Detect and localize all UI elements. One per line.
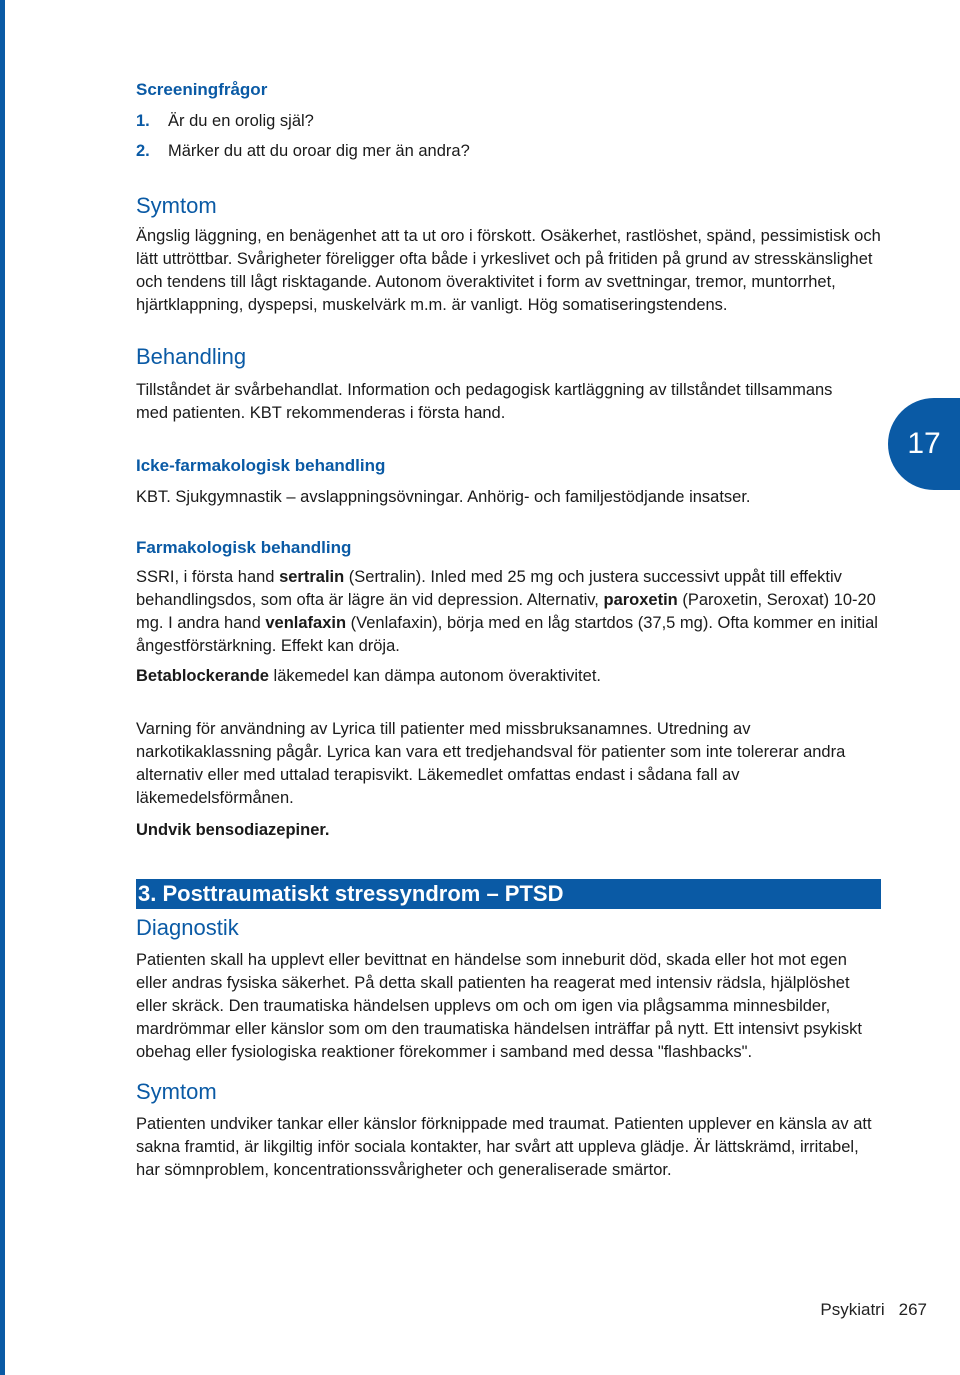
icke-farmakologisk-heading: Icke-farmakologisk behandling [136, 456, 386, 475]
drug-class: Betablockerande [136, 667, 269, 685]
symtom-paragraph: Ängslig läggning, en benägenhet att ta ut oro i förskott. Osäkerhet, rastlöshet, spänd, pessimistisk och lätt uttröttbar. Svårigheter föreligger ofta både i yrkeslivet och på fritiden på grund av stresskänslighet och tendens till lågt risktagande. Autonom överaktivitet i form av svettningar, tremor, muntorrhet, hjärtklappning, dyspepsi, muskelvärk m.m. är vanligt. Hög somatiseringstendens. [136, 227, 881, 314]
list-number: 2. [136, 142, 150, 160]
lyrica-warning-paragraph: Varning för användning av Lyrica till patienter med missbruksanamnes. Utredning av narkotikaklassning pågår. Lyrica kan vara ett tredjehandsval för patienter som inte tolererar andra alternativ eller med uttalad terapisvikt. Läkemedlet omfattas endast i sådana fall av läkemedelsförmånen. [136, 720, 846, 807]
diagnostik-paragraph: Patienten skall ha upplevt eller bevittnat en händelse som inneburit död, skada eller hot mot egen eller andras fysiska säkerhet. På detta skall patienten ha reagerat med intensiv rädsla, hjälplöshet eller skräck. Den traumatiska händelsen upplevs om och om igen via plågsamma minnesbilder, mardrömmar eller känslor som om den traumatiska händelsen inträffar på nytt. Ett intensivt psykiskt obehag eller fysiologiska reaktioner förekommer i samband med dessa "flashbacks". [136, 951, 862, 1061]
farmakologisk-heading: Farmakologisk behandling [136, 538, 352, 557]
farmakologisk-paragraph: SSRI, i första hand sertralin (Sertralin). Inled med 25 mg och justera successivt uppåt till effektiv behandlingsdos, som ofta är lägre än vid depression. Alternativ, paroxetin (Paroxetin, Seroxat) 10-20 mg. I andra hand venlafaxin (Venlafaxin), börja med en låg startdos (37,5 mg). Ofta kommer en initial ångestförstärkning. Effekt kan dröja. [136, 568, 878, 655]
diagnostik-heading: Diagnostik [136, 915, 239, 940]
symtom-ptsd-paragraph: Patienten undviker tankar eller känslor förknippade med traumat. Patienten upplever en känsla av att sakna framtid, är likgiltig inför sociala kontakter, har svårt att uppleva glädje. Är lättskrämd, irritabel, har sömnproblem, koncentrationssvårigheter och generaliserade smärtor. [136, 1115, 872, 1179]
drug-name: venlafaxin [265, 614, 347, 632]
drug-name: sertralin [279, 568, 345, 586]
list-text: Märker du att du oroar dig mer än andra? [168, 142, 470, 160]
list-number: 1. [136, 112, 150, 130]
drug-name: paroxetin [603, 591, 678, 609]
list-item [136, 106, 881, 136]
behandling-paragraph: Tillståndet är svårbehandlat. Information och pedagogisk kartläggning av tillståndet tillsammans med patienten. KBT rekommenderas i första hand. [136, 381, 833, 422]
page-footer [820, 1300, 927, 1320]
screening-heading: Screeningfrågor [136, 80, 268, 99]
screening-list [136, 106, 881, 166]
section-title-bar: 3. Posttraumatiskt stressyndrom – PTSD [136, 879, 881, 909]
benzo-warning: Undvik bensodiazepiner. [136, 821, 330, 839]
betablocker-paragraph: Betablockerande läkemedel kan dämpa autonom överaktivitet. [136, 667, 601, 685]
page-edge-rule [0, 0, 5, 1375]
list-text: Är du en orolig själ? [168, 112, 314, 130]
symtom-ptsd-heading: Symtom [136, 1079, 217, 1104]
chapter-tab: 17 [888, 398, 960, 490]
behandling-heading: Behandling [136, 344, 247, 369]
list-item [136, 136, 881, 166]
icke-farmakologisk-paragraph: KBT. Sjukgymnastik – avslappningsövningar. Anhörig- och familjestödjande insatser. [136, 488, 751, 506]
page-number: 267 [898, 1300, 927, 1319]
symtom-heading: Symtom [136, 193, 217, 218]
footer-section-name: Psykiatri [820, 1300, 885, 1319]
page-content [136, 80, 881, 1182]
